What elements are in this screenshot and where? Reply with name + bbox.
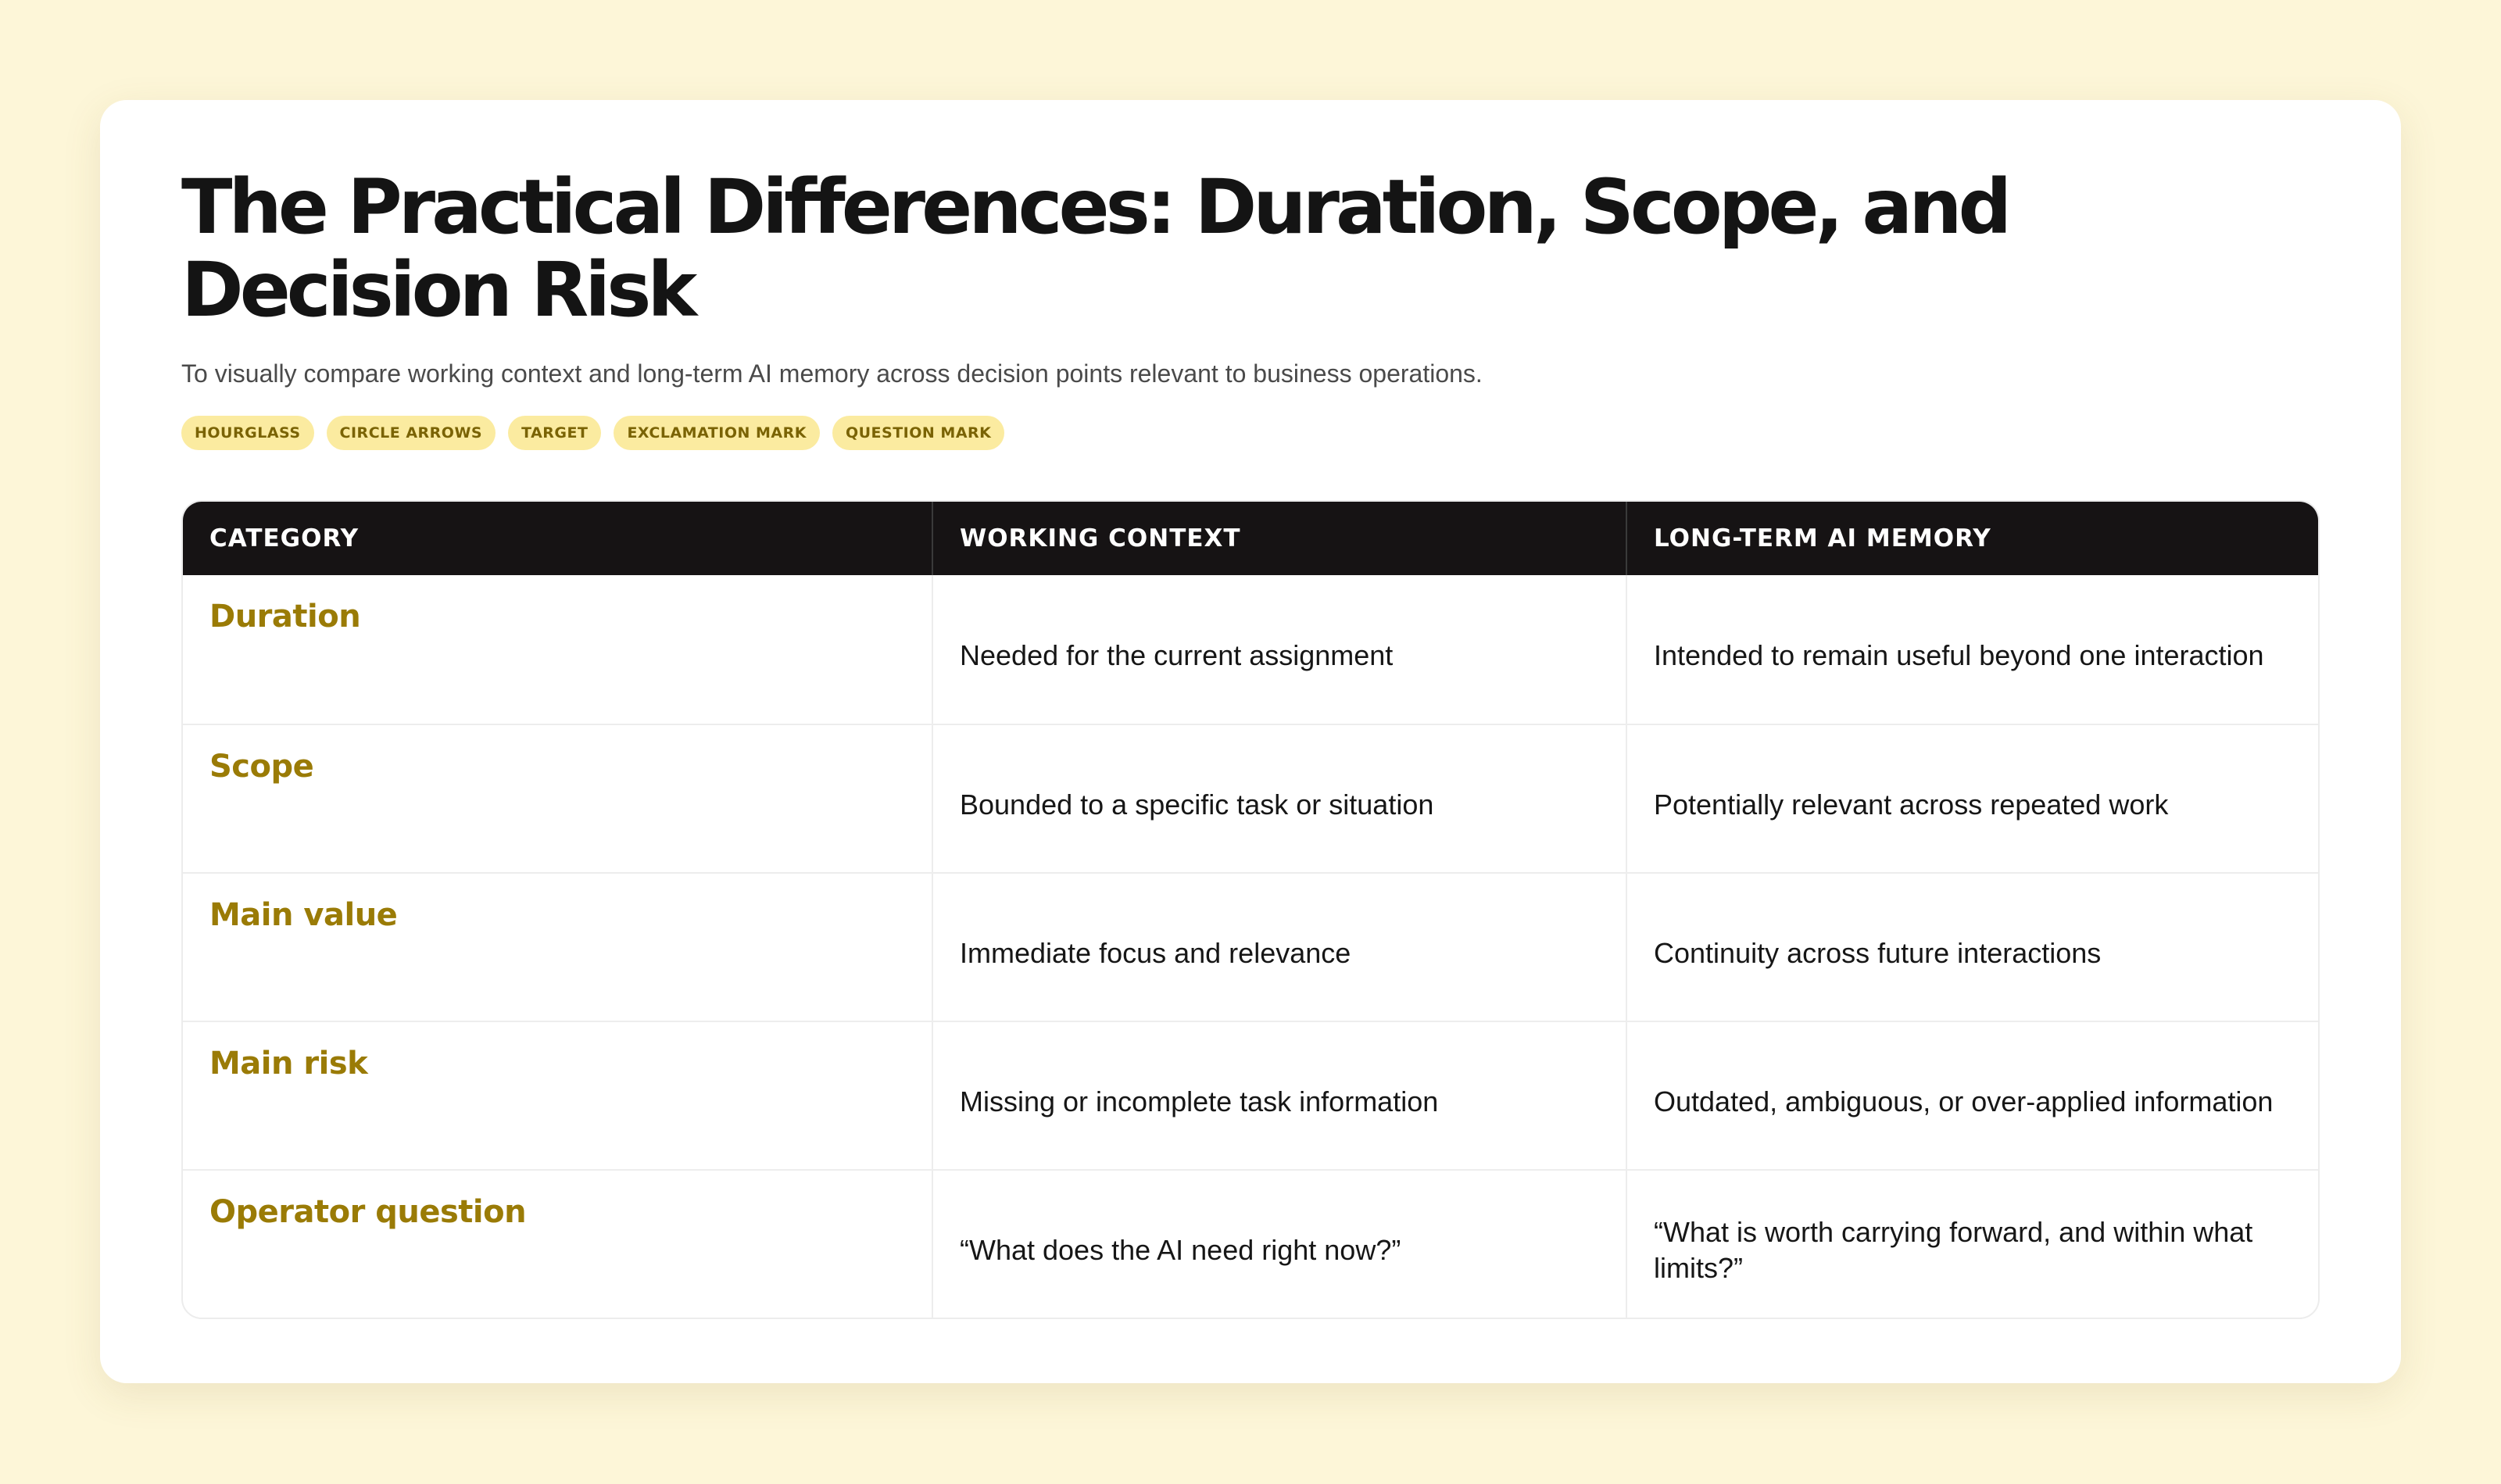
header-working-context: WORKING CONTEXT [933,502,1627,575]
row-long-term-memory: “What is worth carrying forward, and within what limits?” [1654,1216,2253,1284]
table-row [183,575,2318,724]
table-row [183,724,2318,872]
table-row [183,872,2318,1021]
tag-circle-arrows: CIRCLE ARROWS [327,416,496,450]
row-category: Main value [183,874,933,1021]
table-row [183,1021,2318,1169]
row-category: Duration [183,575,933,724]
row-long-term-memory: Continuity across future interactions [1654,937,2102,969]
row-category: Scope [183,725,933,872]
tag-hourglass: HOURGLASS [181,416,314,450]
row-working-context: Bounded to a specific task or situation [933,725,1627,872]
page-subtitle: To visually compare working context and long-term AI memory across decision points relevant to business operations. [181,359,1483,388]
tag-question-mark: QUESTION MARK [832,416,1004,450]
header-category: CATEGORY [183,502,933,575]
comparison-table [181,500,2320,1319]
row-long-term-memory: Intended to remain useful beyond one interaction [1654,639,2264,671]
tag-exclamation-mark: EXCLAMATION MARK [614,416,820,450]
page-title: The Practical Differences: Duration, Scope, and Decision Risk [181,163,2009,334]
header-long-term-memory: LONG-TERM AI MEMORY [1654,524,1991,552]
row-long-term-memory: Outdated, ambiguous, or over-applied information [1654,1085,2274,1117]
row-category: Operator question [183,1171,933,1318]
row-working-context: “What does the AI need right now?” [933,1171,1627,1318]
row-long-term-memory: Potentially relevant across repeated work [1654,788,2169,821]
row-category: Main risk [183,1022,933,1169]
table-header [183,502,2318,575]
tag-list [181,416,2320,450]
row-working-context: Needed for the current assignment [933,575,1627,724]
table-body [183,575,2318,1318]
row-working-context: Missing or incomplete task information [933,1022,1627,1169]
tag-target: TARGET [508,416,601,450]
row-working-context: Immediate focus and relevance [933,874,1627,1021]
table-row [183,1169,2318,1318]
content-card [100,100,2401,1383]
